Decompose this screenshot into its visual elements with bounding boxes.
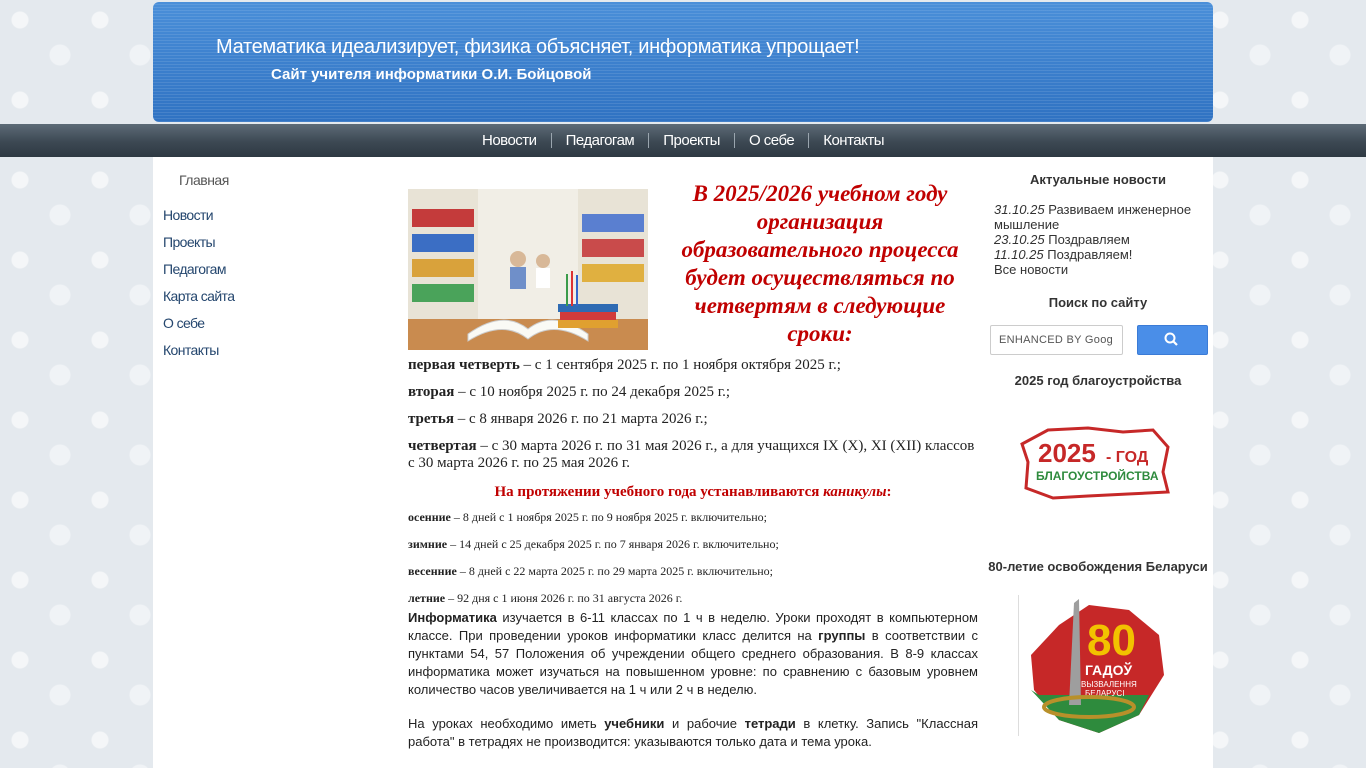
nav-item-teachers[interactable]: Педагогам bbox=[551, 133, 649, 148]
library-photo bbox=[408, 189, 648, 350]
term-4: четвертая – с 30 марта 2026 г. по 31 мая 2026 г., а для учащихся IX (X), XI (XII) классов с 30 марта 2026 г. по 25 мая 2026 г. bbox=[408, 438, 975, 471]
term-2: вторая – с 10 ноября 2025 г. по 24 декабря 2025 г.; bbox=[408, 384, 731, 400]
informatics-info bbox=[408, 609, 978, 767]
liberation-80-logo[interactable] bbox=[1018, 595, 1179, 736]
school-year-headline: В 2025/2026 учебном году организация образовательного процесса будет осуществляться по четвертям в следующие сроки: bbox=[681, 181, 959, 346]
nav-item-news[interactable]: Новости bbox=[481, 132, 537, 149]
sidebar-item-teachers[interactable]: Педагогам bbox=[163, 261, 226, 277]
liberation-title: 80-летие освобождения Беларуси bbox=[988, 559, 1208, 574]
all-news-link[interactable]: Все новости bbox=[994, 262, 1069, 277]
nav-item-about[interactable]: О себе bbox=[734, 133, 808, 148]
year-title: 2025 год благоустройства bbox=[1014, 373, 1182, 388]
site-search bbox=[990, 325, 1206, 355]
svg-text:80: 80 bbox=[1087, 616, 1136, 665]
svg-text:- ГОД: - ГОД bbox=[1106, 449, 1149, 466]
sidebar-menu bbox=[163, 207, 234, 369]
search-input[interactable]: ENHANCED BY Goog bbox=[990, 325, 1123, 355]
term-1: первая четверть – с 1 сентября 2025 г. по 1 ноября октября 2025 г.; bbox=[408, 357, 841, 373]
site-header bbox=[153, 2, 1213, 122]
vacation-autumn: осенние – 8 дней с 1 ноября 2025 г. по 9 ноября 2025 г. включительно; bbox=[408, 510, 767, 524]
news-list bbox=[994, 202, 1204, 277]
svg-text:ГАДОЎ: ГАДОЎ bbox=[1085, 662, 1133, 678]
top-nav bbox=[0, 124, 1366, 157]
sidebar-home-link[interactable]: Главная bbox=[179, 172, 229, 188]
nav-item-contacts[interactable]: Контакты bbox=[808, 133, 898, 148]
vacation-winter: зимние – 14 дней с 25 декабря 2025 г. по 7 января 2026 г. включительно; bbox=[408, 537, 779, 551]
search-title: Поиск по сайту bbox=[1048, 295, 1148, 310]
svg-text:БЕЛАРУСІ: БЕЛАРУСІ bbox=[1085, 689, 1125, 698]
page-body bbox=[153, 157, 1213, 768]
search-icon bbox=[1138, 326, 1207, 354]
year-2025-logo[interactable] bbox=[1018, 422, 1178, 502]
nav-item-projects[interactable]: Проекты bbox=[648, 133, 734, 148]
vacation-spring: весенние – 8 дней с 22 марта 2025 г. по 29 марта 2025 г. включительно; bbox=[408, 564, 774, 578]
sidebar-item-projects[interactable]: Проекты bbox=[163, 234, 215, 250]
sidebar-item-sitemap[interactable]: Карта сайта bbox=[163, 288, 235, 304]
news-item[interactable]: 11.10.25 Поздравляем! bbox=[994, 247, 1133, 262]
svg-text:2025: 2025 bbox=[1038, 438, 1096, 468]
news-title: Актуальные новости bbox=[1030, 172, 1166, 187]
info-paragraph-2: На уроках необходимо иметь учебники и рабочие тетради в клетку. Запись "Классная работа" в тетрадях не производится: указываются только дата и тема урока. bbox=[408, 716, 978, 749]
sidebar-item-news[interactable]: Новости bbox=[163, 207, 213, 223]
vacation-summer: летние – 92 дня с 1 июня 2026 г. по 31 августа 2026 г. bbox=[408, 591, 683, 605]
sidebar-item-about[interactable]: О себе bbox=[163, 315, 205, 331]
site-motto: Математика идеализирует, физика объясняет, информатика упрощает! bbox=[216, 36, 860, 58]
svg-text:ВЫЗВАЛЕННЯ: ВЫЗВАЛЕННЯ bbox=[1081, 680, 1137, 689]
search-button[interactable] bbox=[1137, 325, 1208, 355]
vacations-title: На протяжении учебного года устанавливаются каникулы: bbox=[494, 484, 892, 500]
term-3: третья – с 8 января 2026 г. по 21 марта 2026 г.; bbox=[408, 411, 708, 427]
terms-section bbox=[408, 357, 978, 617]
svg-text:БЛАГОУСТРОЙСТВА: БЛАГОУСТРОЙСТВА bbox=[1036, 469, 1159, 483]
site-subtitle: Сайт учителя информатики О.И. Бойцовой bbox=[271, 66, 592, 83]
sidebar-item-contacts[interactable]: Контакты bbox=[163, 342, 219, 358]
info-paragraph-1: Информатика изучается в 6-11 классах по 1 ч в неделю. Уроки проходят в компьютерном классе. При проведении уроков информатики класс делится на группы в соответствии с пунктами 54, 57 Положения об учреждении общего среднего образования. В 8-9 классах информатика может изучаться на повышенном уровне: по сравнению с базовым уровнем количество часов увеличивается на 1 ч или 2 ч в неделю. bbox=[408, 610, 978, 697]
news-item[interactable]: 23.10.25 Поздравляем bbox=[994, 232, 1130, 247]
news-item[interactable]: 31.10.25 Развиваем инженерное мышление bbox=[994, 202, 1192, 232]
